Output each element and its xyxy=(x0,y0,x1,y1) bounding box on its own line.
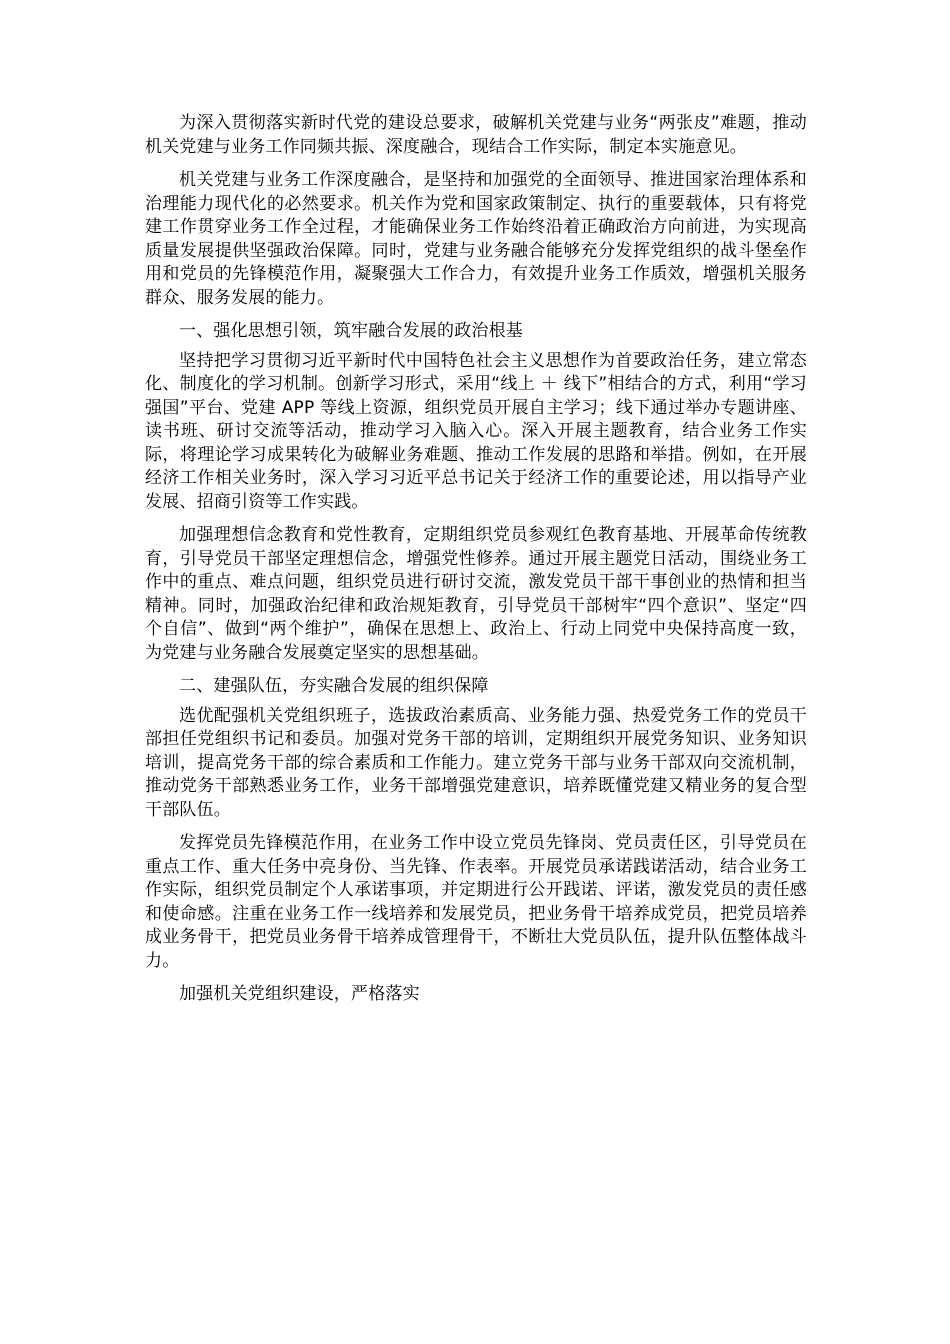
section-heading-1: 一、强化思想引领，筑牢融合发展的政治根基 xyxy=(179,321,523,341)
paragraph-vanguard-role: 发挥党员先锋模范作用，在业务工作中设立党员先锋岗、党员责任区，引导党员在重点工作、重大任务中亮身份、当先锋、作表率。开展党员承诺践诺活动，结合业务工作实际，组织党员制定个人承诺事项，并定期进行公开践诺、评诺，激发党员的责任感和使命感。注重在业务工作一线培养和发展党员，把业务骨干培养成党员，把党员培养成业务骨干，把党员业务骨干培养成管理骨干，不断壮大党员队伍，提升队伍整体战斗力。 xyxy=(145,833,807,971)
section-heading-2: 二、建强队伍，夯实融合发展的组织保障 xyxy=(179,676,489,696)
paragraph-ideals-education: 加强理想信念教育和党性教育，定期组织党员参观红色教育基地、开展革命传统教育，引导党员干部坚定理想信念，增强党性修养。通过开展主题党日活动，围绕业务工作中的重点、难点问题，组织党员进行研讨交流，激发党员干部干事创业的热情和担当精神。同时，加强政治纪律和政治规矩教育，引导党员干部树牢“四个意识”、坚定“四个自信”、做到“两个维护”，确保在思想上、政治上、行动上同党中央保持高度一致，为党建与业务融合发展奠定坚实的思想基础。 xyxy=(145,525,807,663)
document-body xyxy=(145,112,807,1017)
paragraph-significance: 机关党建与业务工作深度融合，是坚持和加强党的全面领导、推进国家治理体系和治理能力现代化的必然要求。机关作为党和国家政策制定、执行的重要载体，只有将党建工作贯穿业务工作全过程，才能确保业务工作始终沿着正确政治方向前进，为实现高质量发展提供坚强政治保障。同时，党建与业务融合能够充分发挥党组织的战斗堡垒作用和党员的先锋模范作用，凝聚强大工作合力，有效提升业务工作质效，增强机关服务群众、服务发展的能力。 xyxy=(145,170,807,308)
paragraph-study-mechanism: 坚持把学习贯彻习近平新时代中国特色社会主义思想作为首要政治任务，建立常态化、制度化的学习机制。创新学习形式，采用“线上 ＋ 线下”相结合的方式，利用“学习强国”平台、党建 APP 等线上资源，组织党员开展自主学习；线下通过举办专题讲座、读书班、研讨交流等活动，推动学习入脑入心。深入开展主题教育，结合业务工作实际，将理论学习成果转化为破解业务难题、推动工作发展的思路和举措。例如，在开展经济工作相关业务时，深入学习习近平总书记关于经济工作的重要论述，用以指导产业发展、招商引资等工作实践。 xyxy=(145,350,807,512)
paragraph-team-building: 选优配强机关党组织班子，选拔政治素质高、业务能力强、热爱党务工作的党员干部担任党组织书记和委员。加强对党务干部的培训，定期组织开展党务知识、业务知识培训，提高党务干部的综合素质和工作能力。建立党务干部与业务干部双向交流机制，推动党务干部熟悉业务工作，业务干部增强党建意识，培养既懂党建又精业务的复合型干部队伍。 xyxy=(145,705,807,820)
paragraph-intro: 为深入贯彻落实新时代党的建设总要求，破解机关党建与业务“两张皮”难题，推动机关党建与业务工作同频共振、深度融合，现结合工作实际，制定本实施意见。 xyxy=(145,113,807,157)
paragraph-organization-building: 加强机关党组织建设，严格落实 xyxy=(179,984,420,1004)
